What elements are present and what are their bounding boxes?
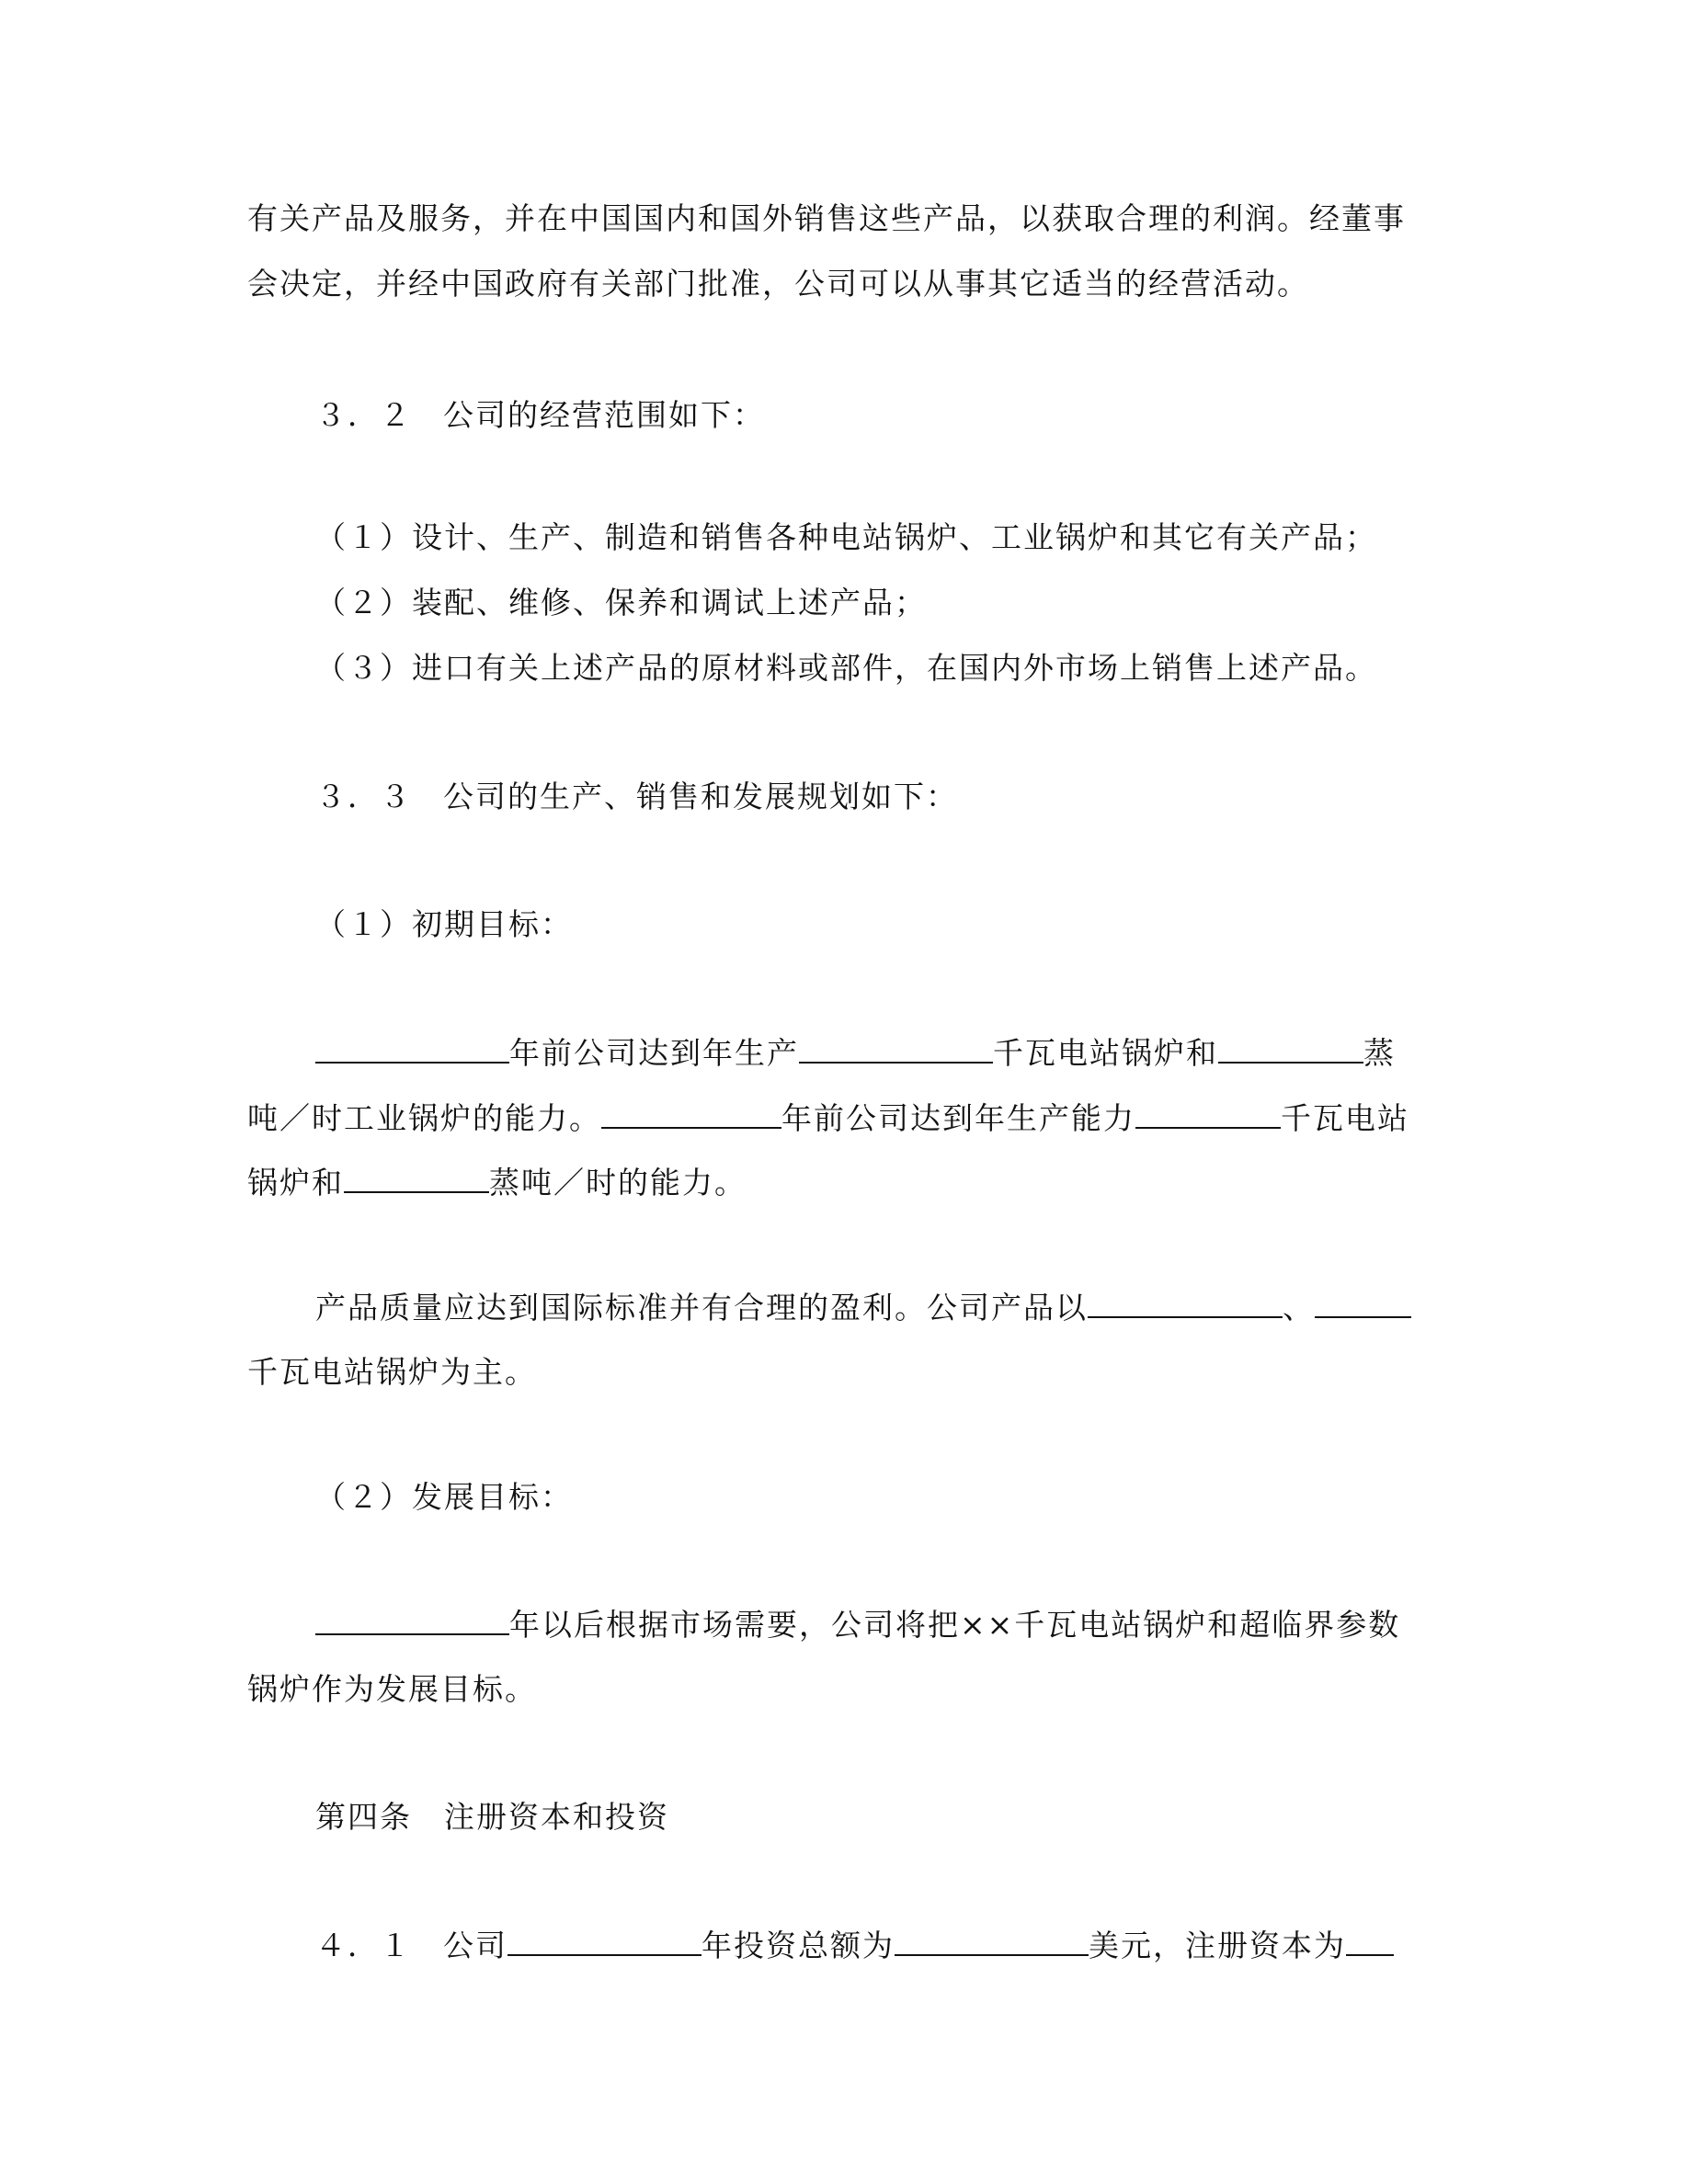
paragraph-line (247, 1099, 1409, 1137)
text: 第四条 注册资本和投资 (315, 1799, 669, 1835)
text: 锅炉作为发展目标。 (247, 1671, 537, 1707)
section-number: ３．３ (315, 779, 412, 814)
paragraph-line (247, 1671, 537, 1708)
fill-in-blank[interactable] (315, 1034, 509, 1064)
text: 吨／时工业锅炉的能力。 (247, 1100, 601, 1136)
section-heading (315, 779, 958, 815)
fill-in-blank[interactable] (508, 1927, 701, 1956)
text: 千瓦电站 (1281, 1100, 1409, 1136)
subheading (315, 906, 573, 943)
fill-in-blank[interactable] (1315, 1289, 1411, 1318)
paragraph-line (247, 1354, 537, 1391)
text: （１）初期目标： (315, 906, 573, 942)
fill-in-blank[interactable] (344, 1164, 489, 1193)
fill-in-blank[interactable] (799, 1034, 993, 1064)
text: 千瓦电站锅炉为主。 (247, 1354, 537, 1390)
fill-in-blank[interactable] (1346, 1927, 1394, 1956)
paragraph-line (247, 266, 1309, 302)
fill-in-blank[interactable] (1135, 1099, 1281, 1129)
text: （２）装配、维修、保养和调试上述产品； (315, 585, 927, 620)
text: （２）发展目标： (315, 1479, 573, 1515)
subheading (315, 1479, 573, 1516)
section-title: 公司的生产、销售和发展规划如下： (443, 779, 958, 814)
article-heading (315, 1799, 669, 1836)
text: 会决定，并经中国政府有关部门批准，公司可以从事其它适当的经营活动。 (247, 266, 1309, 301)
list-item (315, 585, 927, 621)
fill-in-blank[interactable] (895, 1927, 1089, 1956)
paragraph-line (315, 1606, 1400, 1644)
fill-in-blank[interactable] (315, 1606, 509, 1635)
list-item (315, 519, 1377, 556)
text: 年投资总额为 (701, 1928, 895, 1963)
text: 、 (1283, 1290, 1315, 1325)
paragraph-line (315, 1034, 1396, 1072)
text: 有关产品及服务，并在中国国内和国外销售这些产品，以获取合理的利润。经董事 (247, 200, 1406, 236)
text: 公司 (443, 1928, 508, 1963)
text: 蒸吨／时的能力。 (489, 1165, 747, 1200)
text: （１）设计、生产、制造和销售各种电站锅炉、工业锅炉和其它有关产品； (315, 519, 1377, 555)
text: 年以后根据市场需要，公司将把××千瓦电站锅炉和超临界参数 (509, 1607, 1401, 1643)
text: 锅炉和 (247, 1165, 344, 1200)
text: 年前公司达到年生产 (509, 1035, 799, 1071)
text: 年前公司达到年生产能力 (781, 1100, 1135, 1136)
text: （３）进口有关上述产品的原材料或部件，在国内外市场上销售上述产品。 (315, 650, 1377, 686)
text: 美元，注册资本为 (1089, 1928, 1346, 1963)
fill-in-blank[interactable] (1218, 1034, 1363, 1064)
fill-in-blank[interactable] (601, 1099, 781, 1129)
paragraph-line (315, 1289, 1411, 1326)
text: 千瓦电站锅炉和 (993, 1035, 1218, 1071)
section-heading (315, 397, 765, 434)
text: 蒸 (1363, 1035, 1396, 1071)
fill-in-blank[interactable] (1088, 1289, 1283, 1318)
section-heading (315, 1927, 1394, 1964)
text: 产品质量应达到国际标准并有合理的盈利。公司产品以 (315, 1290, 1088, 1325)
paragraph-line (247, 200, 1406, 237)
paragraph-line (247, 1164, 747, 1201)
section-title: 公司的经营范围如下： (443, 397, 765, 433)
section-number: ４．１ (315, 1928, 412, 1963)
section-number: ３．２ (315, 397, 412, 433)
list-item (315, 650, 1377, 687)
